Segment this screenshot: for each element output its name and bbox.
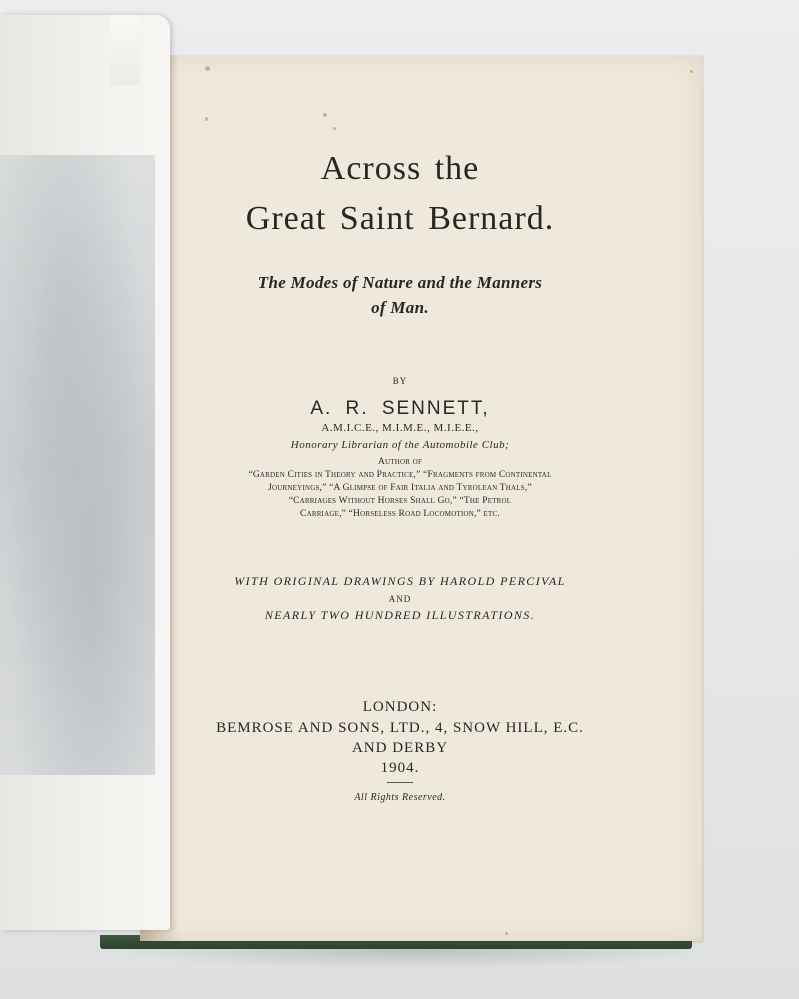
- rights-notice: All Rights Reserved.: [354, 792, 446, 803]
- author-credentials: A.M.I.C.E., M.I.M.E., M.I.E.E.,: [321, 422, 479, 434]
- title-line-1: Across the: [320, 150, 480, 187]
- by-label: BY: [392, 376, 408, 386]
- publisher-name: BEMROSE AND SONS, LTD., 4, SNOW HILL, E.C.: [216, 720, 584, 736]
- author-name: A. R. SENNETT,: [310, 398, 490, 419]
- foxing-spot: [690, 70, 693, 73]
- publisher-city: LONDON:: [362, 699, 438, 715]
- author-role: Honorary Librarian of the Automobile Club;: [290, 439, 510, 451]
- works-line-1: “Garden Cities in Theory and Practice,” “Fragments from Continental: [248, 470, 552, 480]
- drawings-credit: WITH ORIGINAL DRAWINGS BY HAROLD PERCIVAL: [234, 574, 566, 588]
- foxing-spot: [205, 66, 210, 71]
- works-line-2: Journeyings,” “A Glimpse of Fair Italia and Tyrolean Thals,”: [268, 483, 532, 493]
- publisher-line-2: AND DERBY: [351, 740, 449, 756]
- author-of-label: Author of: [377, 457, 423, 467]
- title-line-2: Great Saint Bernard.: [245, 200, 555, 237]
- works-line-4: Carriage,” “Horseless Road Locomotion,” etc.: [300, 509, 500, 519]
- divider-rule: [387, 782, 413, 783]
- foxing-spot: [333, 127, 336, 130]
- subtitle-line-2: of Man.: [371, 298, 429, 317]
- foxing-spot: [505, 932, 508, 935]
- illustrations-credit: NEARLY TWO HUNDRED ILLUSTRATIONS.: [264, 608, 536, 622]
- frontispiece-through-tissue: [0, 155, 155, 775]
- foxing-spot: [323, 113, 327, 117]
- works-line-3: “Carriages Without Horses Shall Go,” “The Petrol: [288, 496, 512, 506]
- and-label: AND: [388, 594, 412, 604]
- foxing-spot: [205, 117, 208, 121]
- endpaper-corner-fold: [110, 15, 140, 85]
- publication-year: 1904.: [380, 760, 420, 776]
- subtitle-line-1: The Modes of Nature and the Manners: [257, 273, 543, 292]
